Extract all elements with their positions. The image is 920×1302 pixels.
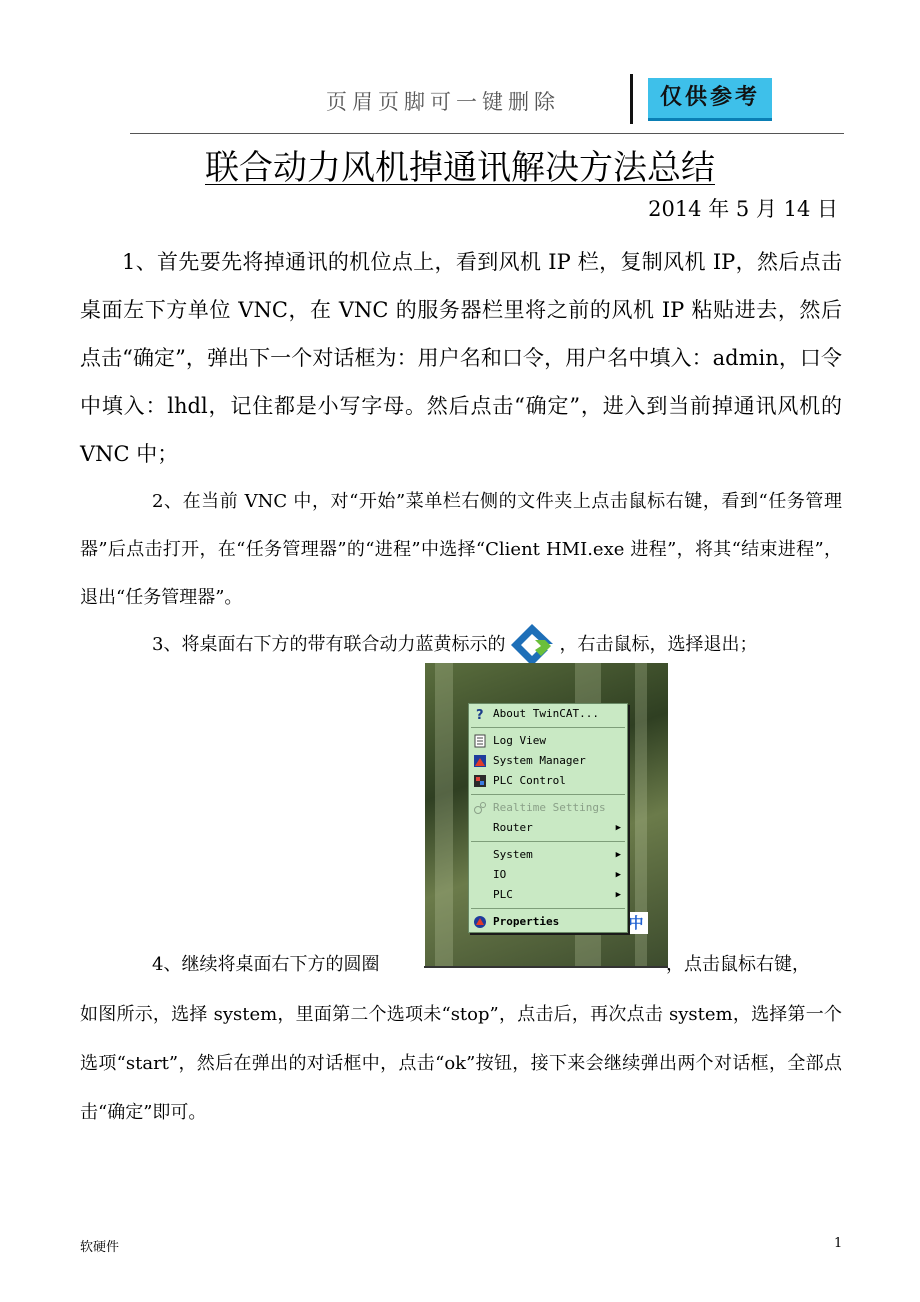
properties-icon [473,915,487,929]
background-leaf [435,663,453,968]
menu-item-plc-control[interactable]: PLC Control [469,771,627,791]
united-power-logo-icon [505,622,559,668]
menu-item-about[interactable]: ? About TwinCAT... [469,704,627,724]
menu-separator [471,908,625,909]
paragraph-4-before: 4、继续将桌面右下方的圆圈 [152,954,380,975]
header-rule [130,133,844,134]
submenu-arrow-icon: ▶ [615,870,621,880]
menu-separator [471,727,625,728]
page-number: 1 [834,1236,843,1251]
header-text: 页眉页脚可一键删除 [326,90,560,114]
menu-item-router[interactable]: Router ▶ [469,818,627,838]
menu-separator [471,841,625,842]
menu-item-realtime-settings: Realtime Settings [469,798,627,818]
paragraph-3-after: ，右击鼠标，选择退出； [559,634,758,655]
ime-indicator[interactable]: 中 [624,912,648,934]
footer-label: 软硬件 [80,1240,120,1255]
plc-control-icon [473,774,487,788]
header-divider [630,74,633,124]
twincat-menu-screenshot [425,663,668,968]
paragraph-4-rest: 如图所示，选择 system，里面第二个选项未“stop”，点击后，再次点击 system，选择第一个选项“start”，然后在弹出的对话框中，点击“ok”按钮，接下来会继续弹出两个对话框，全部点击“确定”即可。 [80,1004,842,1123]
paragraph-2: 2、在当前 VNC 中，对“开始”菜单栏右侧的文件夹上点击鼠标右键，看到“任务管理器”后点击打开，在“任务管理器”的“进程”中选择“Client HMI.exe 进程”，将其“结束进程”，退出“任务管理器”。 [80,491,842,608]
paragraph-1: 1、首先要先将掉通讯的机位点上，看到风机 IP 栏，复制风机 IP，然后点击桌面左下方单位 VNC，在 VNC 的服务器栏里将之前的风机 IP 粘贴进去，然后点击“确定”，弹出下一个对话框为：用户名和口令，用户名中填入：admin，口令中填入：lhdl，记住都是小写字母。然后点击“确定”，进入到当前掉通讯风机的 VNC 中； [80,250,842,466]
menu-item-log-view[interactable]: Log View [469,731,627,751]
menu-separator [471,794,625,795]
log-icon [473,734,487,748]
menu-item-properties[interactable]: Properties [469,912,627,932]
paragraph-3-before: 3、将桌面右下方的带有联合动力蓝黄标示的 [152,634,506,655]
header-banner [300,74,790,126]
context-menu [468,703,628,933]
menu-item-system[interactable]: System ▶ [469,845,627,865]
submenu-arrow-icon: ▶ [615,850,621,860]
help-icon [473,707,487,721]
svg-text:?: ? [476,708,484,721]
document-title: 联合动力风机掉通讯解决方法总结 [205,148,715,188]
menu-item-io[interactable]: IO ▶ [469,865,627,885]
menu-item-system-manager[interactable]: System Manager [469,751,627,771]
paragraph-4-after: ，点击鼠标右键， [666,954,810,975]
realtime-settings-icon [473,801,487,815]
reference-badge: 仅供参考 [648,78,772,121]
document-date: 2014 年 5 月 14 日 [648,197,838,221]
submenu-arrow-icon: ▶ [615,823,621,833]
paragraph-3 [152,622,757,668]
menu-item-plc[interactable]: PLC ▶ [469,885,627,905]
system-manager-icon [473,754,487,768]
tray-underline [424,966,668,968]
submenu-arrow-icon: ▶ [615,890,621,900]
